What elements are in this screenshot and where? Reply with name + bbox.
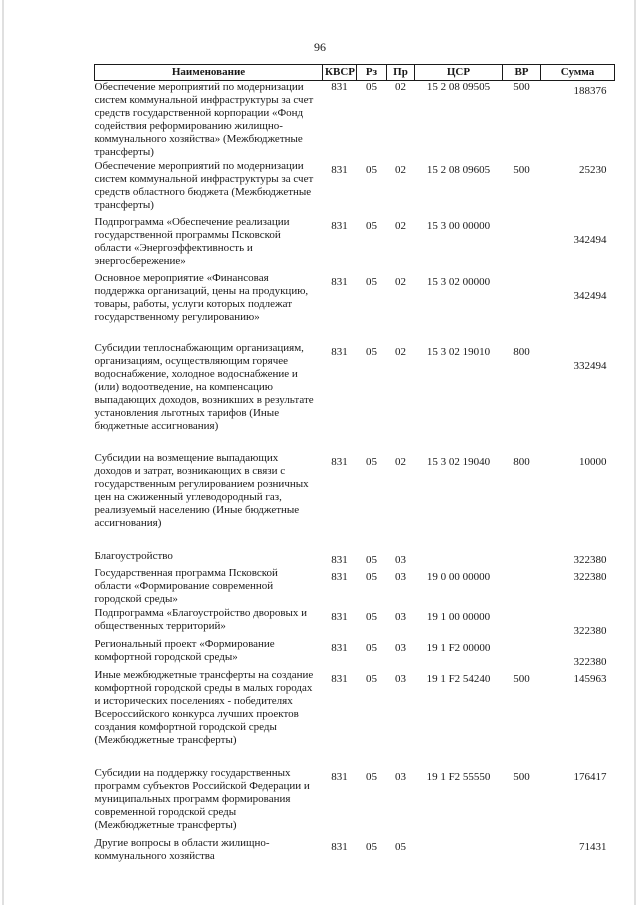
cell-pr: 03 — [395, 610, 406, 623]
table-row — [95, 550, 615, 567]
cell-vr — [503, 567, 541, 607]
table-row — [95, 837, 615, 871]
cell-sum: 25230 — [579, 163, 607, 176]
table-row — [95, 767, 615, 837]
cell-rz: 05 — [366, 770, 377, 783]
cell-vr — [503, 607, 541, 638]
cell-kvsr: 831 — [331, 219, 348, 232]
cell-kvsr: 831 — [331, 610, 348, 623]
table-row — [95, 607, 615, 638]
cell-pr: 03 — [395, 570, 406, 583]
cell-name: Основное мероприятие «Финансовая поддержка организаций, цены на продукцию, товары, работы, услуги которых подлежат государственному регулированию» — [94, 271, 309, 323]
cell-csr — [415, 837, 503, 871]
cell-csr: 15 3 02 19010 — [426, 345, 491, 358]
cell-csr: 15 2 08 09605 — [426, 163, 491, 176]
cell-pr: 03 — [395, 770, 406, 783]
cell-sum: 188376 — [573, 85, 607, 97]
cell-vr: 800 — [513, 455, 530, 468]
cell-vr — [503, 837, 541, 871]
cell-pr: 02 — [395, 163, 406, 176]
cell-csr: 19 1 F2 00000 — [426, 641, 491, 654]
cell-sum: 71431 — [579, 840, 607, 853]
budget-table — [94, 64, 615, 871]
cell-sum: 322380 — [573, 624, 607, 637]
cell-rz: 05 — [366, 672, 377, 685]
cell-rz: 05 — [366, 163, 377, 176]
cell-kvsr: 831 — [331, 81, 348, 93]
page-number: 96 — [314, 40, 326, 54]
cell-name: Государственная программа Псковской области «Формирование современной городской среды» — [94, 566, 278, 605]
cell-kvsr: 831 — [331, 275, 348, 288]
cell-rz: 05 — [366, 840, 377, 853]
cell-vr — [503, 216, 541, 272]
table-row — [95, 342, 615, 452]
scan-left-edge — [2, 0, 4, 905]
header-rz: Рз — [357, 65, 387, 81]
table-header-row — [95, 65, 615, 81]
cell-kvsr: 831 — [331, 455, 348, 468]
cell-name: Субсидии теплоснабжающим организациям, организациям, осуществляющим горячее водоснабжение, холодное водоснабжение и (или) водоотведение, на компенсацию выпадающих доходов, возникших в результате установления льготных тарифов (Иные бюджетные ассигнования) — [94, 341, 314, 432]
cell-csr: 15 3 00 00000 — [426, 219, 491, 232]
cell-csr: 19 0 00 00000 — [426, 570, 491, 583]
cell-csr: 19 1 F2 55550 — [426, 770, 491, 783]
cell-kvsr: 831 — [331, 163, 348, 176]
cell-name: Субсидии на возмещение выпадающих доходов и затрат, возникающих в связи с государственным регулированием розничных цен на сжиженный углеводородный газ, реализуемый населению (Иные бюджетные ассигнования) — [94, 451, 309, 529]
cell-kvsr: 831 — [331, 345, 348, 358]
cell-vr: 500 — [513, 672, 530, 685]
cell-vr: 800 — [513, 345, 530, 358]
cell-sum: 342494 — [573, 233, 607, 246]
table-row — [95, 669, 615, 767]
cell-sum: 10000 — [579, 455, 607, 468]
cell-pr: 03 — [395, 553, 406, 566]
cell-csr: 15 3 02 00000 — [426, 275, 491, 288]
cell-rz: 05 — [366, 641, 377, 654]
cell-csr: 15 3 02 19040 — [426, 455, 491, 468]
table-row — [95, 216, 615, 272]
cell-kvsr: 831 — [331, 641, 348, 654]
cell-rz: 05 — [366, 219, 377, 232]
table-row — [95, 638, 615, 669]
cell-name: Обеспечение мероприятий по модернизации систем коммунальной инфраструктуры за счет средств областного бюджета (Межбюджетные трансферты) — [94, 159, 314, 211]
cell-pr: 02 — [395, 455, 406, 468]
cell-name: Благоустройство — [94, 549, 173, 562]
cell-kvsr: 831 — [331, 672, 348, 685]
cell-csr: 19 1 00 00000 — [426, 610, 491, 623]
cell-rz: 05 — [366, 610, 377, 623]
cell-pr: 03 — [395, 672, 406, 685]
header-pr: Пр — [387, 65, 415, 81]
cell-sum: 176417 — [573, 770, 607, 783]
cell-rz: 05 — [366, 570, 377, 583]
cell-name: Подпрограмма «Обеспечение реализации государственной программы Псковской области «Энергоэффективность и энергосбережение» — [94, 215, 290, 267]
header-csr: ЦСР — [415, 65, 503, 81]
table-row — [95, 452, 615, 550]
cell-vr — [503, 638, 541, 669]
cell-pr: 05 — [395, 840, 406, 853]
cell-name: Субсидии на поддержку государственных программ субъектов Российской Федерации и муниципальных программ формирования современной городской среды (Межбюджетные трансферты) — [94, 766, 310, 831]
cell-sum: 342494 — [573, 289, 607, 302]
cell-name: Иные межбюджетные трансферты на создание комфортной городской среды в малых городах и исторических поселениях - победителях Всероссийского конкурса лучших проектов создания комфортной городской среды (Межбюджетные трансферты) — [94, 668, 314, 746]
cell-pr: 02 — [395, 81, 406, 93]
cell-kvsr: 831 — [331, 840, 348, 853]
table-row — [95, 160, 615, 216]
table-row — [95, 272, 615, 342]
cell-csr — [415, 550, 503, 567]
cell-sum: 322380 — [573, 553, 607, 566]
cell-rz: 05 — [366, 81, 377, 93]
cell-vr: 500 — [513, 770, 530, 783]
cell-name: Другие вопросы в области жилищно-коммунального хозяйства — [94, 836, 270, 862]
scan-right-edge — [634, 0, 636, 905]
cell-kvsr: 831 — [331, 570, 348, 583]
cell-name: Региональный проект «Формирование комфортной городской среды» — [94, 637, 275, 663]
cell-sum: 322380 — [573, 570, 607, 583]
cell-name: Подпрограмма «Благоустройство дворовых и общественных территорий» — [94, 606, 308, 632]
cell-vr: 500 — [513, 81, 530, 93]
cell-rz: 05 — [366, 455, 377, 468]
cell-rz: 05 — [366, 553, 377, 566]
cell-pr: 02 — [395, 219, 406, 232]
cell-sum: 145963 — [573, 672, 607, 685]
cell-pr: 02 — [395, 275, 406, 288]
cell-vr — [503, 550, 541, 567]
cell-pr: 03 — [395, 641, 406, 654]
cell-vr — [503, 272, 541, 342]
cell-sum: 332494 — [573, 359, 607, 372]
cell-rz: 05 — [366, 275, 377, 288]
cell-kvsr: 831 — [331, 770, 348, 783]
header-name: Наименование — [95, 65, 323, 81]
cell-pr: 02 — [395, 345, 406, 358]
cell-kvsr: 831 — [331, 553, 348, 566]
table-row — [95, 567, 615, 607]
cell-vr: 500 — [513, 163, 530, 176]
cell-csr: 15 2 08 09505 — [426, 81, 491, 93]
cell-sum: 322380 — [573, 655, 607, 668]
table-row — [95, 81, 615, 160]
header-sum: Сумма — [541, 65, 615, 81]
cell-rz: 05 — [366, 345, 377, 358]
cell-name: Обеспечение мероприятий по модернизации систем коммунальной инфраструктуры за счет средств государственной корпорации «Фонд содействия реформированию жилищно-коммунального хозяйства» (Межбюджетные трансферты) — [94, 81, 314, 158]
header-vr: ВР — [503, 65, 541, 81]
header-kvsr: КВСР — [323, 65, 357, 81]
cell-csr: 19 1 F2 54240 — [426, 672, 491, 685]
